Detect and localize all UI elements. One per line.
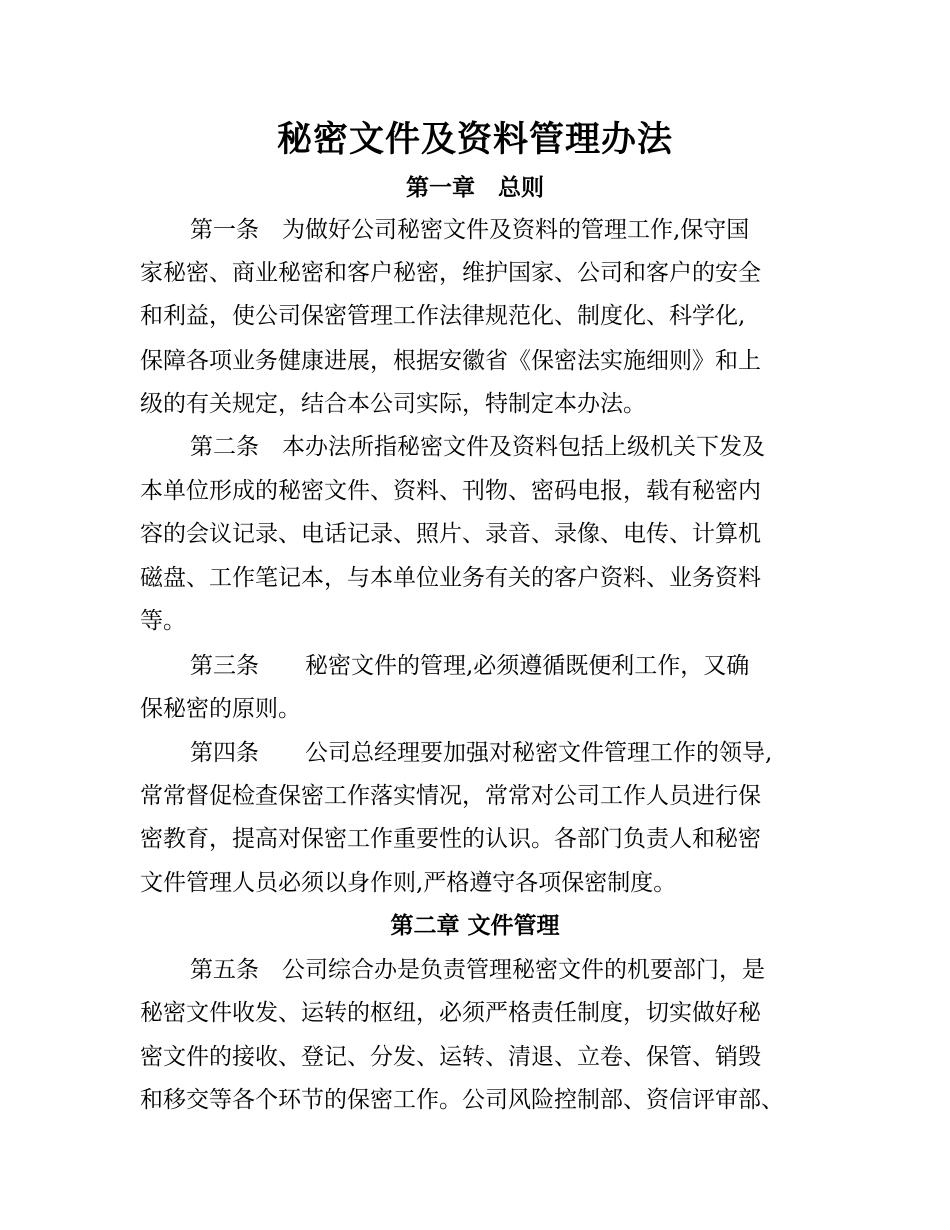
article-4-line: 密教育，提高对保密工作重要性的认识。各部门负责人和秘密 [140,826,761,852]
article-2-line: 等。 [140,608,186,634]
article-1-line: 家秘密、商业秘密和客户秘密，维护国家、公司和客户的安全 [140,260,761,286]
article-3-line: 保秘密的原则。 [140,696,301,722]
article-2-line: 磁盘、工作笔记本，与本单位业务有关的客户资料、业务资料 [140,565,761,591]
article-3-line: 第三条 秘密文件的管理,必须遵循既便利工作，又确 [190,653,750,679]
article-2-line: 本单位形成的秘密文件、资料、刊物、密码电报，载有秘密内 [140,478,761,504]
article-2-line: 第二条 本办法所指秘密文件及资料包括上级机关下发及 [190,434,765,460]
article-2-line: 容的会议记录、电话记录、照片、录音、录像、电传、计算机 [140,521,761,547]
article-1-line: 保障各项业务健康进展，根据安徽省《保密法实施细则》和上 [140,348,761,374]
article-5-line: 和移交等各个环节的保密工作。公司风险控制部、资信评审部、 [140,1087,784,1113]
article-1-line: 第一条 为做好公司秘密文件及资料的管理工作,保守国 [190,217,750,243]
article-5-line: 秘密文件收发、运转的枢纽，必须严格责任制度，切实做好秘 [140,1000,761,1026]
chapter-2-heading: 第二章 文件管理 [390,913,560,939]
article-4-line: 常常督促检查保密工作落实情况，常常对公司工作人员进行保 [140,783,761,809]
article-1-line: 和利益，使公司保密管理工作法律规范化、制度化、科学化, [140,303,746,329]
chapter-1-heading: 第一章 总则 [406,175,544,201]
article-5-line: 密文件的接收、登记、分发、运转、清退、立卷、保管、销毁 [140,1044,761,1070]
article-1-line: 级的有关规定，结合本公司实际，特制定本办法。 [140,391,646,417]
article-4-line: 第四条 公司总经理要加强对秘密文件管理工作的领导, [190,740,773,766]
document-title: 秘密文件及资料管理办法 [276,120,673,160]
article-5-line: 第五条 公司综合办是负责管理秘密文件的机要部门，是 [190,957,765,983]
article-4-line: 文件管理人员必须以身作则,严格遵守各项保密制度。 [140,870,677,896]
